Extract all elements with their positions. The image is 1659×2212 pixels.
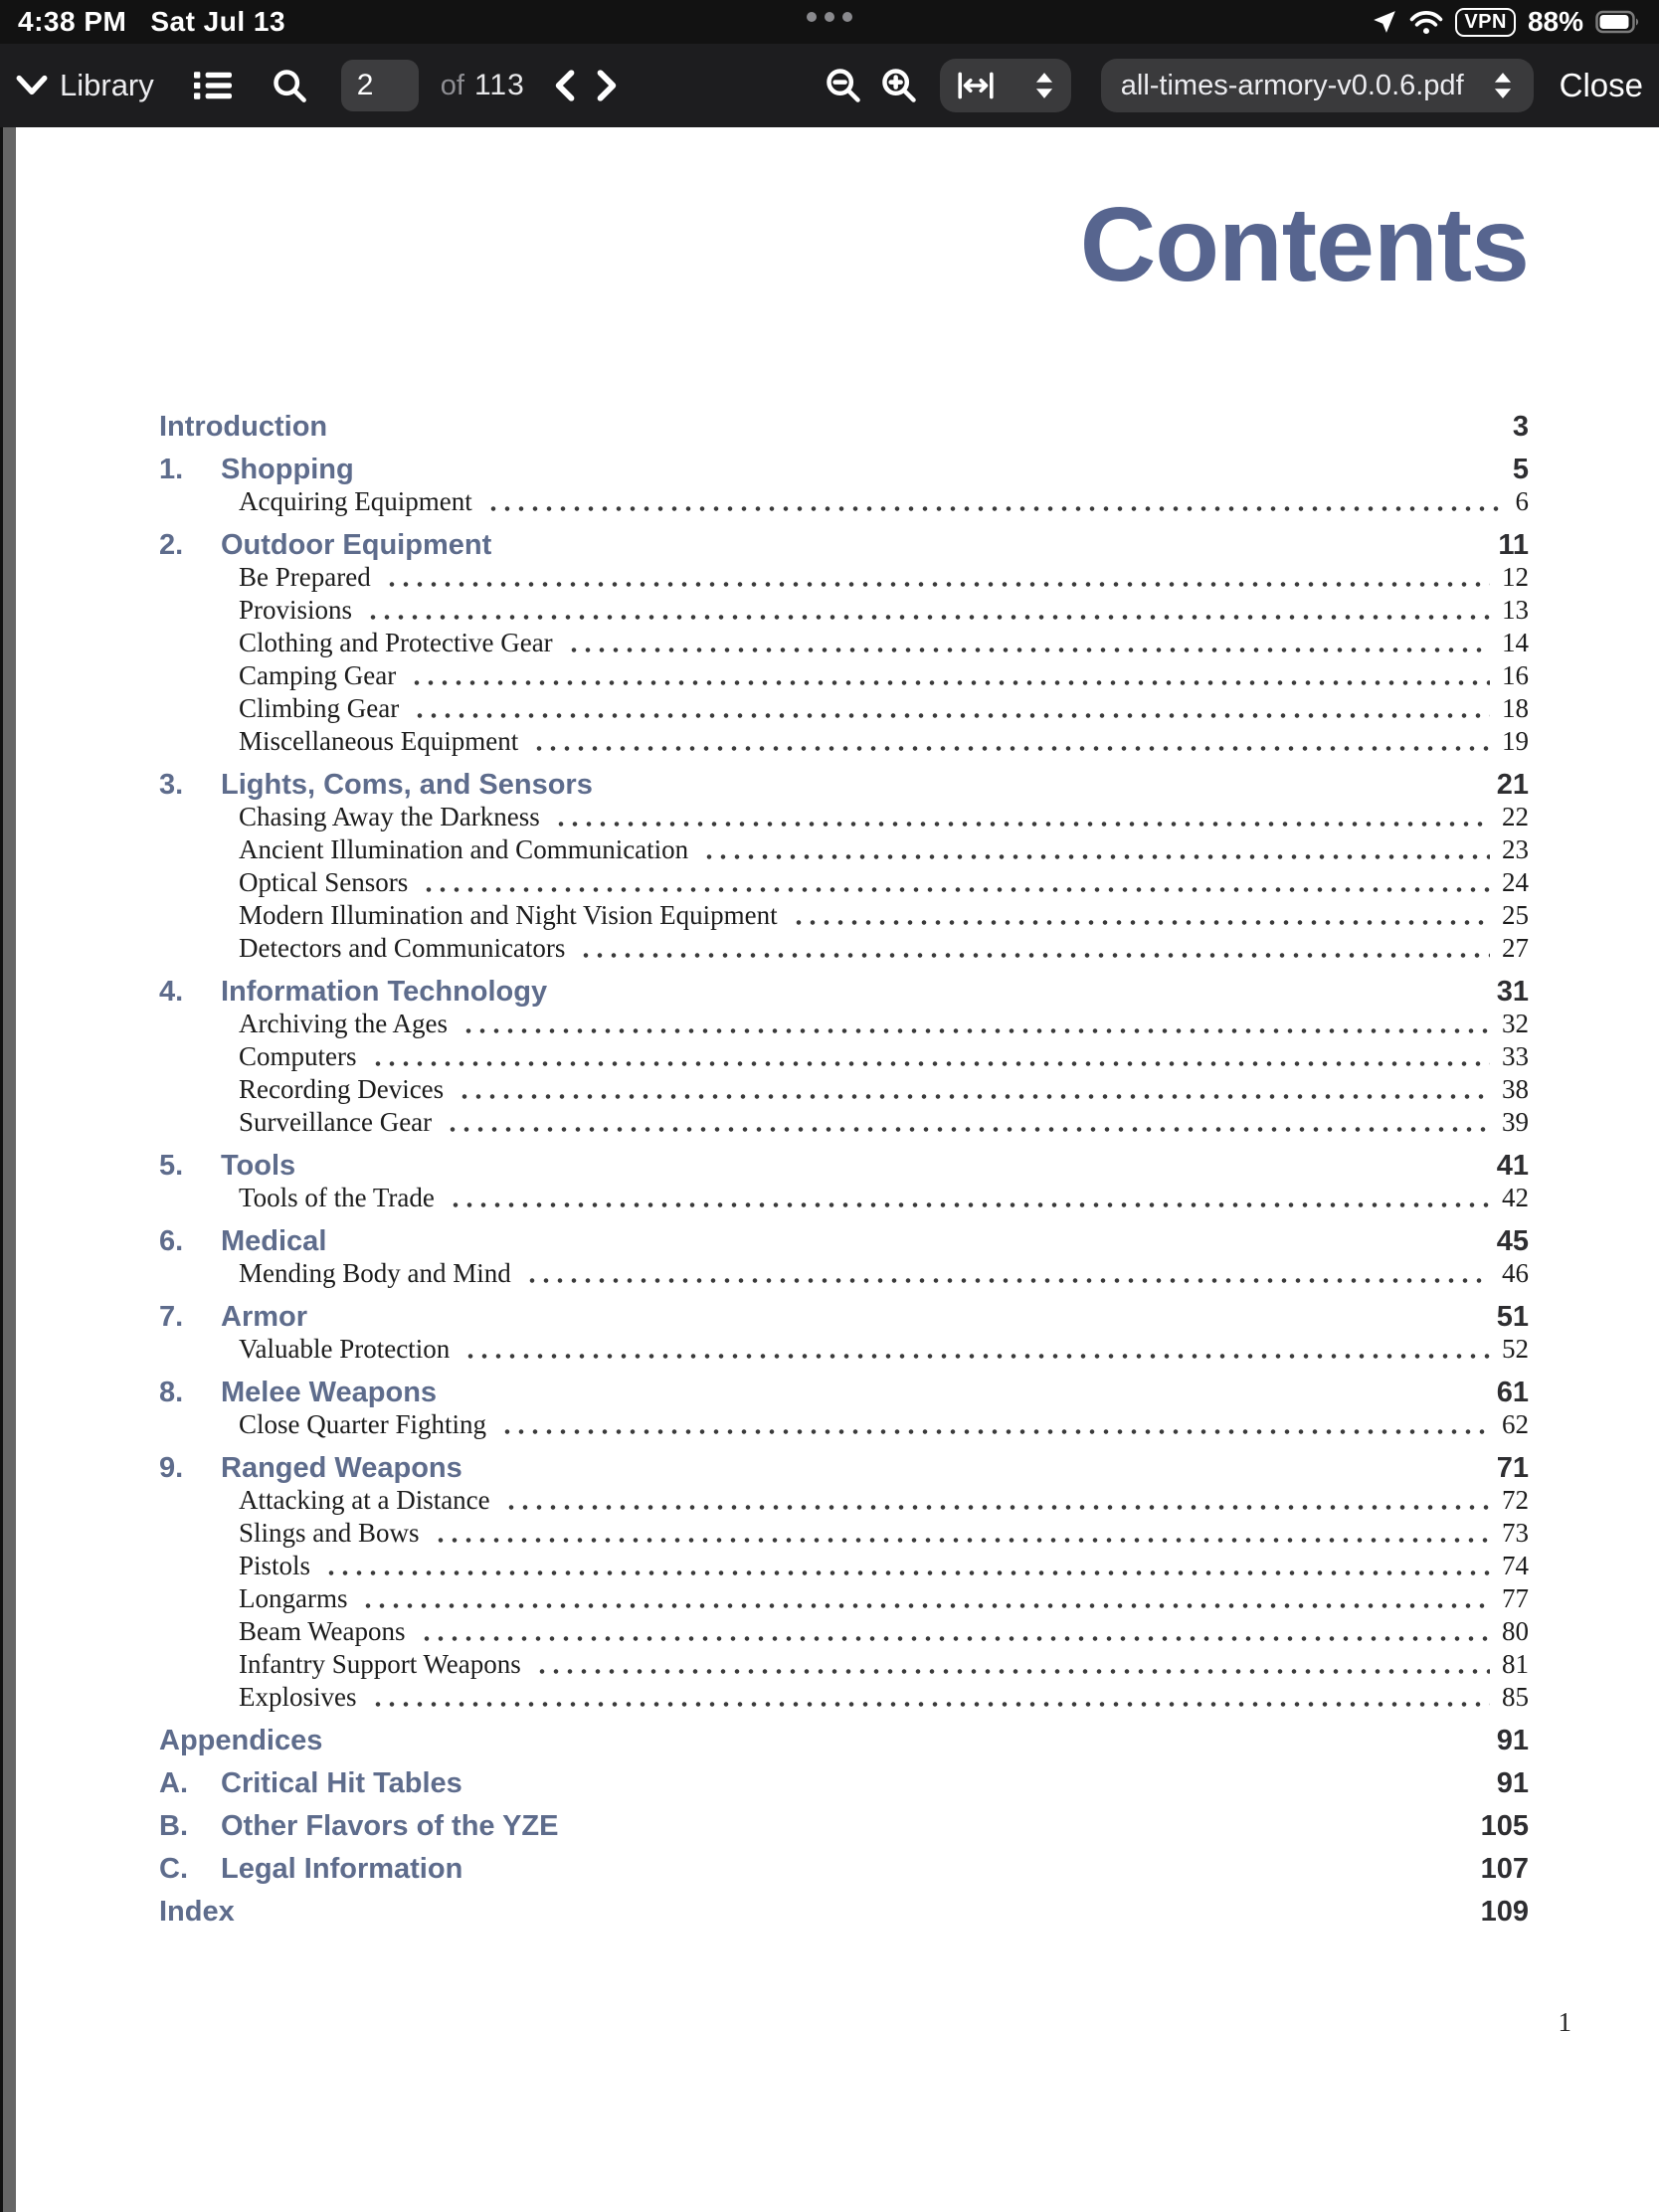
toc-page-number: 33 [1502, 1041, 1529, 1071]
toc-label: Tools [221, 1150, 296, 1182]
toc-label: Slings and Bows [239, 1518, 420, 1548]
dot-leader [410, 678, 1490, 687]
table-of-contents [159, 400, 1529, 1928]
pdf-viewport[interactable] [0, 127, 1659, 2212]
toc-heading-row[interactable] [159, 1853, 1529, 1885]
page-number-input[interactable] [341, 60, 419, 111]
toc-page-number: 31 [1496, 976, 1529, 1008]
dot-leader [567, 645, 1490, 654]
toc-label: Attacking at a Distance [239, 1485, 490, 1515]
toc-heading-row[interactable] [159, 1225, 1529, 1257]
toc-entry-row[interactable] [159, 1333, 1529, 1366]
fit-width-icon [956, 71, 996, 100]
toc-page-number: 74 [1502, 1551, 1529, 1580]
toc-page-number: 62 [1502, 1409, 1529, 1439]
toc-label: Mending Body and Mind [239, 1258, 511, 1288]
toc-entry-row[interactable] [159, 1008, 1529, 1040]
toc-page-number: 109 [1480, 1896, 1529, 1928]
open-document-dropdown[interactable] [1101, 59, 1534, 112]
clock: 4:38 PM [18, 6, 127, 37]
toc-label: Archiving the Ages [239, 1009, 448, 1038]
toc-prefix: 5. [159, 1150, 184, 1182]
toc-entry-row[interactable] [159, 1484, 1529, 1517]
toc-heading-row[interactable] [159, 1810, 1529, 1842]
toc-label: Surveillance Gear [239, 1107, 433, 1137]
toc-label: Close Quarter Fighting [239, 1409, 486, 1439]
toc-entry-row[interactable] [159, 866, 1529, 899]
toc-label: Appendices [159, 1725, 323, 1756]
toc-page-number: 51 [1496, 1301, 1529, 1333]
pdf-page [16, 127, 1659, 2212]
toc-entry-row[interactable] [159, 932, 1529, 965]
library-back-button[interactable] [16, 68, 154, 103]
toc-label: Valuable Protection [239, 1334, 451, 1364]
toc-page-number: 52 [1502, 1334, 1529, 1364]
page-count-total: 113 [473, 69, 525, 101]
dot-leader [371, 1059, 1491, 1068]
toc-entry-row[interactable] [159, 1257, 1529, 1290]
toc-prefix: 1. [159, 454, 184, 485]
prev-chevron-icon [551, 69, 577, 102]
toc-heading-row[interactable] [159, 769, 1529, 801]
dot-leader [385, 580, 1490, 589]
dot-leader [434, 1536, 1490, 1545]
toc-page-number: 21 [1496, 769, 1529, 801]
toc-prefix: 9. [159, 1452, 184, 1484]
toc-label: Information Technology [221, 976, 548, 1008]
toc-prefix: 6. [159, 1225, 184, 1257]
toc-label: Ancient Illumination and Communication [239, 834, 689, 864]
toc-label: Tools of the Trade [239, 1183, 435, 1212]
toc-label: Provisions [239, 595, 353, 625]
toc-page-number: 38 [1502, 1074, 1529, 1104]
toc-label: Outdoor Equipment [221, 529, 492, 561]
toc-page-number: 72 [1502, 1485, 1529, 1515]
toc-prefix: 8. [159, 1377, 184, 1408]
toc-entry-row[interactable] [159, 659, 1529, 692]
toc-prefix: 2. [159, 529, 184, 561]
dot-leader [702, 852, 1490, 861]
zoom-out-icon [825, 67, 862, 104]
toc-label: Explosives [239, 1682, 357, 1712]
toc-heading-row[interactable] [159, 1725, 1529, 1756]
toc-entry-row[interactable] [159, 1648, 1529, 1681]
toc-entry-row[interactable] [159, 1517, 1529, 1550]
toc-page-number: 5 [1512, 454, 1529, 485]
dot-leader [366, 613, 1490, 622]
toc-label: Recording Devices [239, 1074, 445, 1104]
toc-label: Other Flavors of the YZE [221, 1810, 559, 1842]
dot-leader [371, 1700, 1491, 1709]
updown-arrows-icon [1492, 72, 1514, 99]
toc-entry-row[interactable] [159, 1073, 1529, 1106]
toc-prefix: 3. [159, 769, 184, 801]
toc-page-number: 27 [1502, 933, 1529, 963]
toc-entry-row[interactable] [159, 1582, 1529, 1615]
date: Sat Jul 13 [150, 6, 286, 37]
toc-label: Ranged Weapons [221, 1452, 462, 1484]
toc-heading-row[interactable] [159, 529, 1529, 561]
toc-label: Detectors and Communicators [239, 933, 566, 963]
toc-label: Armor [221, 1301, 308, 1333]
toc-label: Critical Hit Tables [221, 1767, 462, 1799]
toc-prefix: 7. [159, 1301, 184, 1333]
toc-page-number: 39 [1502, 1107, 1529, 1137]
toc-heading-row[interactable] [159, 1377, 1529, 1408]
toc-label: Beam Weapons [239, 1616, 406, 1646]
next-page-button[interactable] [595, 69, 621, 102]
toc-prefix: 4. [159, 976, 184, 1008]
toc-page-number: 91 [1496, 1725, 1529, 1756]
toc-entry-row[interactable] [159, 594, 1529, 627]
location-arrow-icon [1372, 9, 1397, 35]
toc-label: Miscellaneous Equipment [239, 726, 519, 756]
toc-entry-row[interactable] [159, 627, 1529, 659]
dot-leader [486, 504, 1504, 513]
toc-heading-row[interactable] [159, 1452, 1529, 1484]
toc-page-number: 73 [1502, 1518, 1529, 1548]
toc-label: Acquiring Equipment [239, 486, 472, 516]
dot-leader [461, 1026, 1490, 1035]
dot-leader [420, 1634, 1490, 1643]
status-bar [0, 0, 1659, 44]
toc-entry-row[interactable] [159, 1182, 1529, 1214]
toc-heading-row[interactable] [159, 411, 1529, 443]
dot-leader [361, 1601, 1490, 1610]
dot-leader [463, 1352, 1490, 1361]
toc-entry-row[interactable] [159, 692, 1529, 725]
toc-page-number: 107 [1480, 1853, 1529, 1885]
toc-entry-row[interactable] [159, 561, 1529, 594]
toc-page-number: 6 [1515, 486, 1529, 516]
toc-page-number: 71 [1496, 1452, 1529, 1484]
close-button[interactable] [1534, 67, 1643, 104]
toc-label: Lights, Coms, and Sensors [221, 769, 593, 801]
toc-entry-row[interactable] [159, 725, 1529, 758]
toc-page-number: 41 [1496, 1150, 1529, 1182]
toc-page-number: 61 [1496, 1377, 1529, 1408]
dot-leader [554, 820, 1490, 829]
previous-page-button[interactable] [551, 69, 577, 102]
pdf-toolbar [0, 44, 1659, 127]
toc-page-number: 16 [1502, 660, 1529, 690]
toc-label: Chasing Away the Darkness [239, 802, 540, 831]
battery-percent: 88% [1527, 6, 1583, 37]
toc-heading-row[interactable] [159, 1301, 1529, 1333]
toc-label: Index [159, 1896, 235, 1928]
vpn-badge: VPN [1455, 8, 1516, 37]
zoom-out-button[interactable] [825, 67, 862, 104]
toc-entry-row[interactable] [159, 1615, 1529, 1648]
toc-label: Shopping [221, 454, 354, 485]
toc-entry-row[interactable] [159, 485, 1529, 518]
toc-prefix: B. [159, 1810, 188, 1842]
dot-leader [535, 1667, 1490, 1676]
dot-leader [449, 1200, 1490, 1209]
dot-leader [792, 918, 1490, 927]
toc-page-number: 3 [1512, 411, 1529, 443]
pdf-page-number: 1 [1558, 2007, 1571, 2037]
battery-icon [1595, 10, 1641, 34]
search-button[interactable] [272, 68, 307, 103]
toc-page-number: 32 [1502, 1009, 1529, 1038]
library-label: Library [60, 68, 154, 102]
toc-page-number: 24 [1502, 867, 1529, 897]
toc-page-number: 18 [1502, 693, 1529, 723]
toc-label: Clothing and Protective Gear [239, 628, 553, 657]
toc-page-number: 14 [1502, 628, 1529, 657]
zoom-in-button[interactable] [880, 67, 918, 104]
toc-page-number: 81 [1502, 1649, 1529, 1679]
toc-label: Infantry Support Weapons [239, 1649, 521, 1679]
toc-page-number: 91 [1496, 1767, 1529, 1799]
page-edge-gutter [3, 127, 16, 2212]
toc-label: Modern Illumination and Night Vision Equipment [239, 900, 778, 930]
toc-entry-row[interactable] [159, 1408, 1529, 1441]
dot-leader [413, 711, 1490, 720]
dot-leader [422, 885, 1490, 894]
toc-page-number: 46 [1502, 1258, 1529, 1288]
toc-label: Medical [221, 1225, 327, 1257]
toc-label: Optical Sensors [239, 867, 409, 897]
toc-page-number: 45 [1496, 1225, 1529, 1257]
wifi-icon [1409, 9, 1443, 35]
toc-page-number: 22 [1502, 802, 1529, 831]
toc-entry-row[interactable] [159, 899, 1529, 932]
dot-leader [324, 1568, 1490, 1577]
table-of-contents-button[interactable] [194, 70, 232, 101]
dot-leader [525, 1276, 1490, 1285]
toc-page-number: 25 [1502, 900, 1529, 930]
toc-label: Climbing Gear [239, 693, 400, 723]
toc-page-number: 11 [1498, 529, 1529, 561]
toc-heading-row[interactable] [159, 1150, 1529, 1182]
toc-label: Be Prepared [239, 562, 371, 592]
toc-page-number: 42 [1502, 1183, 1529, 1212]
page-count-of: of [440, 69, 464, 101]
dot-leader [504, 1503, 1490, 1512]
toc-page-number: 19 [1502, 726, 1529, 756]
toc-label: Longarms [239, 1583, 348, 1613]
dot-leader [458, 1092, 1490, 1101]
list-icon [194, 70, 232, 101]
next-chevron-icon [595, 69, 621, 102]
toc-heading-row[interactable] [159, 976, 1529, 1008]
toc-entry-row[interactable] [159, 801, 1529, 833]
toc-entry-row[interactable] [159, 1106, 1529, 1139]
toc-page-number: 12 [1502, 562, 1529, 592]
multitask-dots-icon [807, 12, 852, 22]
toc-label: Computers [239, 1041, 357, 1071]
toc-page-number: 105 [1480, 1810, 1529, 1842]
updown-arrows-icon [1033, 72, 1055, 99]
toc-page-number: 85 [1502, 1682, 1529, 1712]
toc-entry-row[interactable] [159, 1681, 1529, 1714]
zoom-in-icon [880, 67, 918, 104]
toc-entry-row[interactable] [159, 1040, 1529, 1073]
toc-heading-row[interactable] [159, 1896, 1529, 1928]
toc-heading-row[interactable] [159, 1767, 1529, 1799]
toc-label: Introduction [159, 411, 328, 443]
toc-prefix: A. [159, 1767, 188, 1799]
close-label: Close [1559, 67, 1643, 103]
toc-prefix: C. [159, 1853, 188, 1885]
toc-page-number: 13 [1502, 595, 1529, 625]
toc-page-number: 80 [1502, 1616, 1529, 1646]
toc-label: Legal Information [221, 1853, 463, 1885]
dot-leader [579, 951, 1490, 960]
toc-page-number: 77 [1502, 1583, 1529, 1613]
toc-entry-row[interactable] [159, 1550, 1529, 1582]
document-filename: all-times-armory-v0.0.6.pdf [1120, 69, 1464, 101]
search-icon [272, 68, 307, 103]
page-fit-dropdown[interactable] [940, 59, 1071, 112]
toc-label: Pistols [239, 1551, 311, 1580]
page-title: Contents [1079, 186, 1529, 303]
dot-leader [446, 1125, 1490, 1134]
toc-page-number: 23 [1502, 834, 1529, 864]
toc-heading-row[interactable] [159, 454, 1529, 485]
toc-label: Camping Gear [239, 660, 397, 690]
chevron-down-icon [16, 74, 48, 97]
dot-leader [532, 744, 1490, 753]
toc-label: Melee Weapons [221, 1377, 438, 1408]
dot-leader [500, 1427, 1490, 1436]
toc-entry-row[interactable] [159, 833, 1529, 866]
